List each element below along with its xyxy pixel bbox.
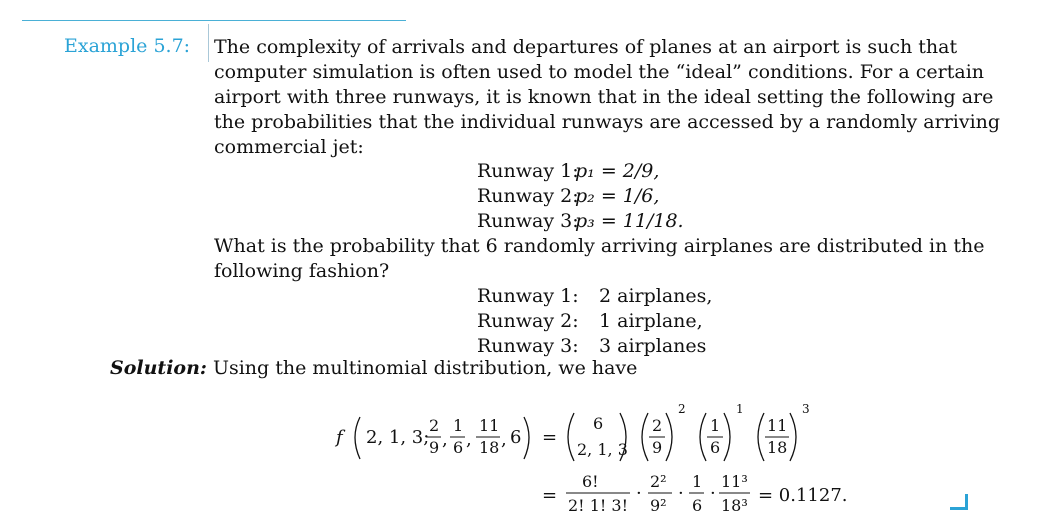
- frac-11-18-den: 18: [479, 438, 500, 457]
- paragraph-1-line-1: The complexity of arrivals and departures of planes at an airport is such that: [214, 36, 958, 58]
- solution-line: [110, 357, 637, 379]
- frac-2-9-den: 9: [429, 438, 440, 457]
- probability-value: p₁ = 2/9,: [575, 160, 660, 182]
- frac-11-18-num: 11: [767, 416, 788, 435]
- label-separator: [208, 24, 209, 62]
- comma: ,: [442, 429, 448, 450]
- one-numerator: 1: [692, 472, 703, 491]
- runway-distribution-row: [477, 309, 712, 334]
- right-paren: [524, 417, 529, 459]
- exponent-2: 2: [678, 402, 686, 416]
- power-denominator: 9²: [650, 496, 667, 515]
- runway-probability-row: [477, 209, 684, 234]
- runway-distribution-row: [477, 334, 712, 359]
- paragraph-1-line-2: computer simulation is often used to model the “ideal” conditions. For a certain: [214, 61, 985, 83]
- runway-label: Runway 1:: [477, 160, 579, 182]
- end-of-example-marker: [950, 494, 968, 510]
- frac-2-9-num: 2: [652, 416, 663, 435]
- runway-label: Runway 2:: [477, 310, 579, 332]
- runway-distribution-table: [477, 284, 712, 359]
- one-denominator: 6: [692, 496, 703, 515]
- frac-11-18-num: 11: [479, 416, 500, 435]
- paragraph-2-line-2: following fashion?: [214, 260, 390, 282]
- frac-2-9-num: 2: [429, 416, 440, 435]
- frac-1-6-den: 6: [710, 438, 721, 457]
- function-f: f: [336, 427, 343, 448]
- runway-probability-row: [477, 184, 684, 209]
- runway-label: Runway 3:: [477, 335, 579, 357]
- frac-1-6-num: 1: [710, 416, 721, 435]
- cube-denominator: 18³: [721, 496, 748, 515]
- paren: [700, 413, 706, 461]
- equation-args: 2, 1, 3;: [366, 427, 430, 448]
- runway-label: Runway 3:: [477, 210, 579, 232]
- exponent-1: 1: [736, 402, 744, 416]
- runway-probability-table: [477, 159, 684, 234]
- comma: ,: [501, 429, 507, 450]
- solution-text: Using the multinomial distribution, we have: [212, 357, 638, 379]
- paren: [724, 413, 730, 461]
- dot-operator: ·: [636, 483, 642, 504]
- paragraph-1-line-5: commercial jet:: [214, 136, 364, 158]
- dot-operator: ·: [678, 483, 684, 504]
- frac-1-6-den: 6: [453, 438, 464, 457]
- power-numerator: 2²: [650, 472, 667, 491]
- paragraph-2-line-1: What is the probability that 6 randomly arriving airplanes are distributed in the: [214, 235, 985, 257]
- frac-11-18-den: 18: [767, 438, 788, 457]
- multinomial-equation: [330, 395, 870, 521]
- n-value: 6: [510, 427, 522, 448]
- binom-top: 6: [593, 414, 604, 433]
- frac-1-6-num: 1: [453, 416, 464, 435]
- marker-vertical: [965, 494, 968, 510]
- paren: [790, 413, 796, 461]
- dot-operator: ·: [710, 483, 716, 504]
- probability-value: p₂ = 1/6,: [575, 185, 660, 207]
- frac-2-9-den: 9: [652, 438, 663, 457]
- airplane-count: 3 airplanes: [599, 335, 707, 357]
- airplane-count: 2 airplanes,: [599, 285, 713, 307]
- runway-label: Runway 1:: [477, 285, 579, 307]
- solution-label: Solution:: [110, 357, 207, 379]
- binom-left-paren: [568, 413, 574, 461]
- cube-numerator: 11³: [721, 472, 748, 491]
- result-value: = 0.1127.: [758, 485, 848, 506]
- paragraph-1-line-4: the probabilities that the individual runways are accessed by a randomly arriving: [214, 111, 1001, 133]
- example-label: Example 5.7:: [64, 35, 191, 57]
- runway-distribution-row: [477, 284, 712, 309]
- equals-sign: =: [542, 427, 558, 448]
- paren: [666, 413, 672, 461]
- factorial-denominator: 2! 1! 3!: [568, 496, 628, 515]
- top-rule: [22, 20, 406, 21]
- exponent-3: 3: [802, 402, 810, 416]
- runway-label: Runway 2:: [477, 185, 579, 207]
- comma: ,: [466, 429, 472, 450]
- airplane-count: 1 airplane,: [599, 310, 703, 332]
- left-paren: [355, 417, 360, 459]
- probability-value: p₃ = 11/18.: [575, 210, 684, 232]
- runway-probability-row: [477, 159, 684, 184]
- binom-bottom: 2, 1, 3: [577, 440, 628, 459]
- equals-sign: =: [542, 485, 558, 506]
- factorial-numerator: 6!: [582, 472, 599, 491]
- paren: [642, 413, 648, 461]
- paren: [758, 413, 764, 461]
- paragraph-1-line-3: airport with three runways, it is known that in the ideal setting the following are: [214, 86, 994, 108]
